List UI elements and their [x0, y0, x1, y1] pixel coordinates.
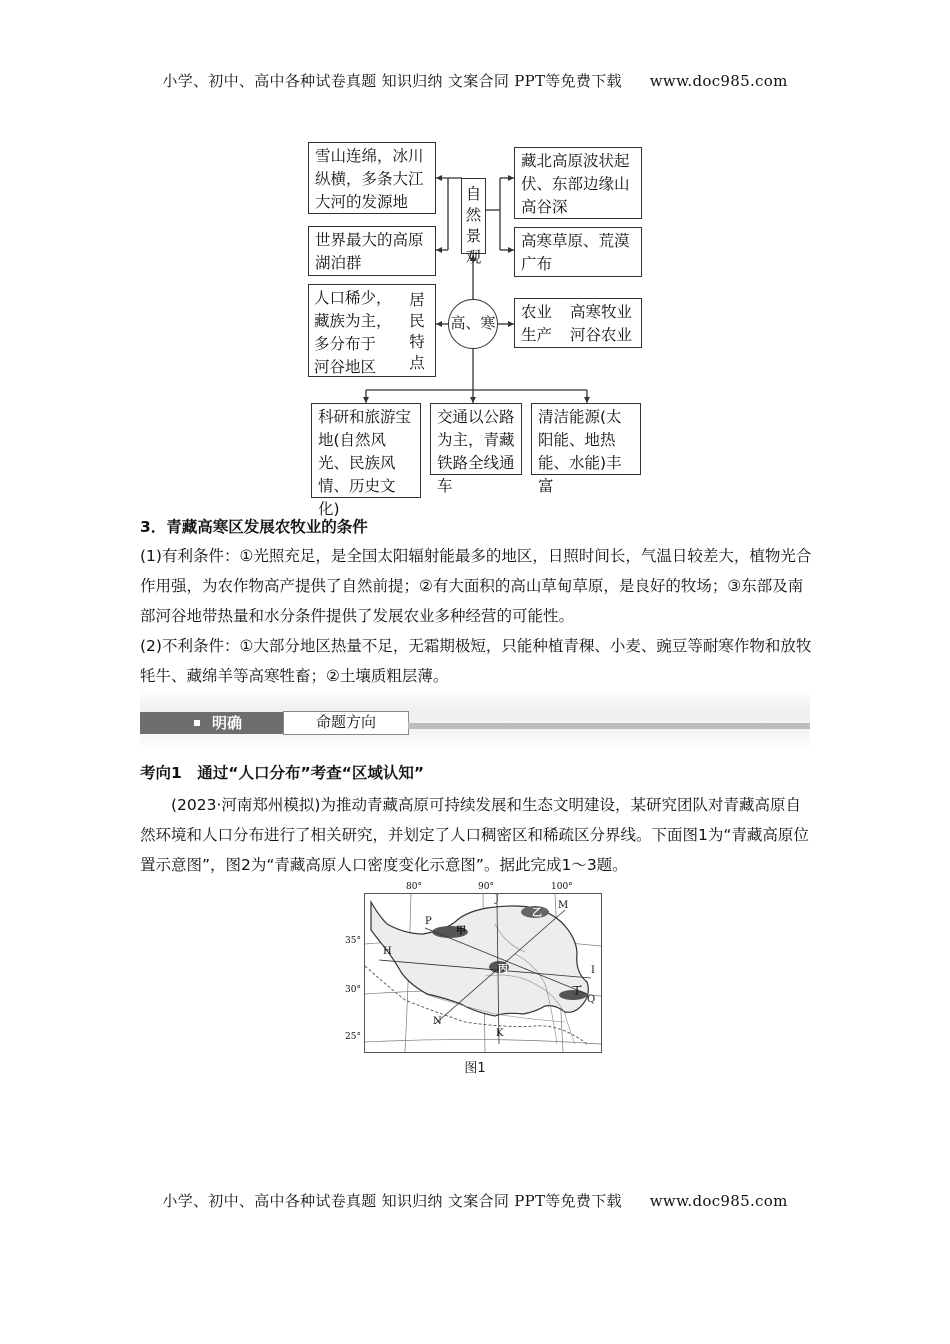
- label-natural-landscape: [461, 178, 486, 266]
- point-label: N: [433, 1016, 442, 1027]
- lat-label: 30°: [345, 985, 361, 995]
- lat-label: 35°: [345, 936, 361, 946]
- square-bullet-icon: [194, 720, 200, 726]
- resident-line: 多分布于: [314, 335, 377, 353]
- footer-url: www.doc985.com: [649, 1192, 788, 1210]
- box-agriculture: [514, 298, 642, 348]
- zone-label: 乙: [532, 908, 542, 919]
- resident-char: 居: [409, 291, 425, 309]
- section-banner: [140, 690, 810, 750]
- agri-item: 河谷农业: [570, 326, 633, 344]
- map-figure-1: [338, 880, 608, 1055]
- kaoxiang-paragraph: (2023·河南郑州模拟)为推动青藏高原可持续发展和生态文明建设，某研究团队对青藏高原自然环境和人口分布进行了相关研究，并划定了人口稠密区和稀疏区分界线。下面图1为“青藏高原位置示意图”，图2为“青藏高原人口密度变化示意图”。据此完成1～3题。: [140, 796, 809, 874]
- box-lakes: 世界最大的高原湖泊群: [308, 226, 436, 276]
- natural-char: 景: [465, 227, 482, 245]
- point-label: H: [383, 946, 392, 957]
- box-residents: [308, 284, 436, 377]
- zone-label: 丁: [572, 986, 582, 997]
- box-grassland: 高寒草原、荒漠广布: [514, 227, 642, 277]
- banner-left-text: 明确: [212, 714, 243, 732]
- center-high-cold: 高、寒: [448, 299, 498, 349]
- resident-line: 人口稀少，: [314, 289, 392, 307]
- point-label: K: [496, 1028, 504, 1039]
- zone-label: 丙: [498, 964, 508, 975]
- lon-label: 90°: [478, 882, 494, 892]
- resident-line: 藏族为主，: [314, 312, 392, 330]
- agri-label: [521, 301, 552, 347]
- lat-label: 25°: [345, 1032, 361, 1042]
- map-frame: [364, 893, 602, 1053]
- point-label: Q: [587, 994, 596, 1005]
- label-resident-features: [407, 290, 427, 374]
- point-label: I: [591, 965, 595, 976]
- point-label: M: [558, 900, 569, 911]
- kaoxiang-title: 考向1 通过“人口分布”考查“区域认知”: [140, 764, 425, 782]
- box-research-tourism: 科研和旅游宝地(自然风光、民族风情、历史文化): [311, 403, 421, 498]
- resident-char: 民: [409, 312, 425, 330]
- banner-tab: 命题方向: [283, 711, 409, 735]
- agri-item: 高寒牧业: [570, 303, 633, 321]
- page-footer: [0, 1190, 950, 1211]
- agri-items: [570, 301, 632, 347]
- lon-label: 80°: [406, 882, 422, 892]
- natural-char: 然: [465, 206, 482, 224]
- banner-left: [140, 712, 283, 734]
- box-terrain: 藏北高原波状起伏、东部边缘山高谷深: [514, 147, 642, 219]
- agri-label-line: 生产: [521, 326, 553, 344]
- map-drawing: [365, 894, 601, 1052]
- natural-char: 自: [465, 185, 482, 203]
- box-transport: 交通以公路为主，青藏铁路全线通车: [430, 403, 522, 475]
- lon-label: 100°: [551, 882, 573, 892]
- resident-line: 河谷地区: [314, 358, 377, 376]
- figure-caption: 图1: [464, 1061, 486, 1076]
- box-clean-energy: 清洁能源(太阳能、地热能、水能)丰富: [531, 403, 641, 475]
- point-label: P: [425, 916, 432, 927]
- point-label: J: [495, 894, 500, 905]
- footer-text: 小学、初中、高中各种试卷真题 知识归纳 文案合同 PPT等免费下载: [162, 1192, 622, 1210]
- banner-line: [408, 723, 810, 729]
- header-text: 小学、初中、高中各种试卷真题 知识归纳 文案合同 PPT等免费下载: [162, 72, 622, 90]
- agri-label-line: 农业: [521, 303, 553, 321]
- natural-char: 观: [465, 248, 482, 266]
- resident-char: 点: [409, 354, 425, 372]
- resident-char: 特: [409, 333, 425, 351]
- header-url: www.doc985.com: [649, 72, 788, 90]
- section3-heading: 3．青藏高寒区发展农牧业的条件: [140, 518, 368, 536]
- section3-favorable: (1)有利条件：①光照充足，是全国太阳辐射能最多的地区，日照时间长，气温日较差大，植物光合作用强，为农作物高产提供了自然前提；②有大面积的高山草甸草原，是良好的牧场；③东部及南部河谷地带热量和水分条件提供了发展农业多种经营的可能性。: [140, 547, 812, 625]
- section3-unfavorable: (2)不利条件：①大部分地区热量不足，无霜期极短，只能种植青稞、小麦、豌豆等耐寒作物和放牧牦牛、藏绵羊等高寒牲畜；②土壤质粗层薄。: [140, 637, 812, 685]
- box-glaciers: 雪山连绵，冰川纵横，多条大江大河的发源地: [308, 142, 436, 214]
- zone-label: 甲: [456, 926, 466, 937]
